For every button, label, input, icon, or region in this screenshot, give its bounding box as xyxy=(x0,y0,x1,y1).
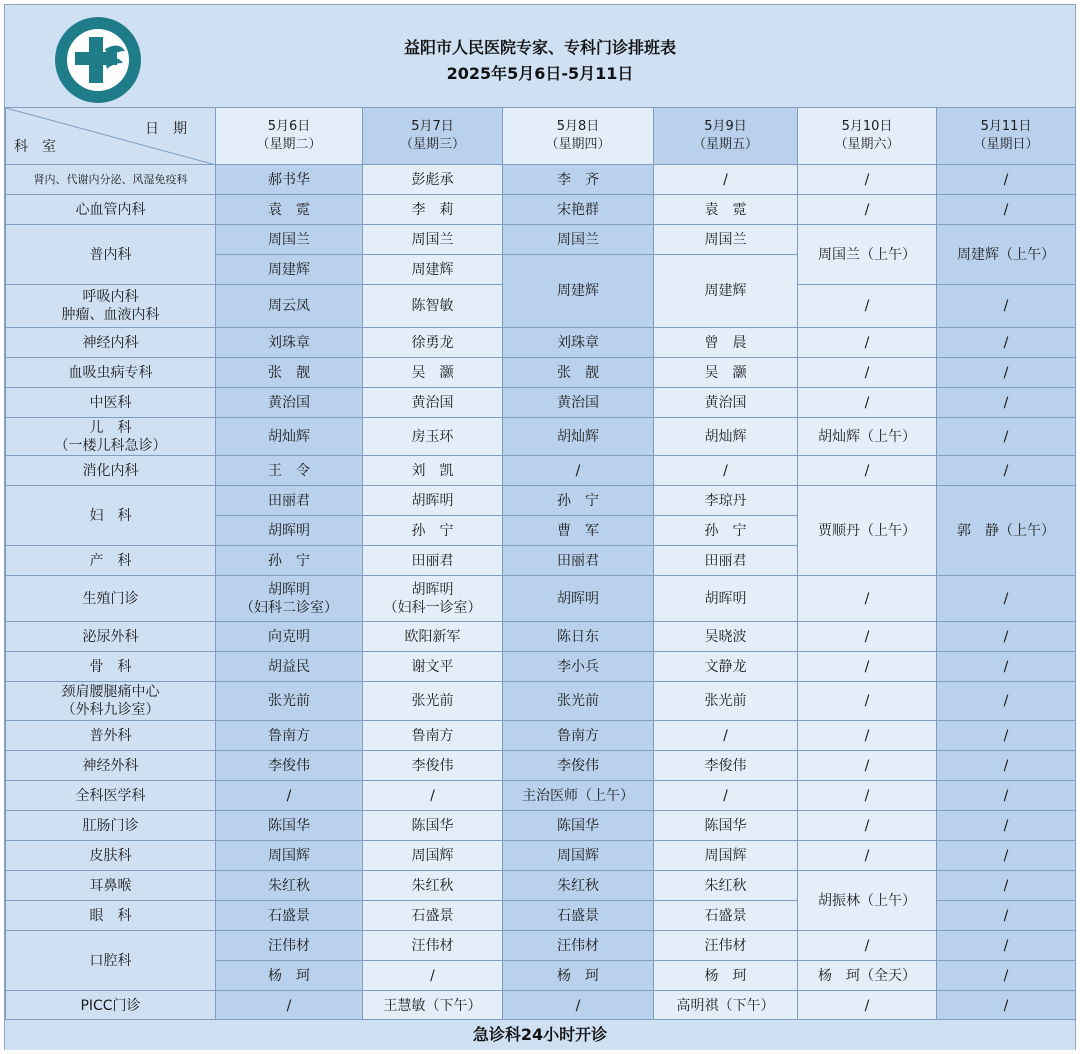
table-row xyxy=(6,991,1076,1021)
doctor-cell: / xyxy=(937,901,1076,931)
doctor-cell: 鲁南方 xyxy=(216,721,363,751)
table-row xyxy=(6,388,1076,418)
doctor-cell: / xyxy=(937,811,1076,841)
table-row xyxy=(6,328,1076,358)
doctor-cell: 李俊伟 xyxy=(363,751,503,781)
doctor-cell: 徐勇龙 xyxy=(363,328,503,358)
doctor-cell: 张光前 xyxy=(363,682,503,721)
doctor-cell: / xyxy=(654,721,798,751)
doctor-cell: / xyxy=(798,456,937,486)
doctor-cell: 李 莉 xyxy=(363,195,503,225)
doctor-cell: 郝书华 xyxy=(216,165,363,195)
doctor-cell: / xyxy=(798,682,937,721)
doctor-cell: / xyxy=(937,285,1076,328)
day-weekday: （星期四） xyxy=(545,137,611,152)
doctor-line: （妇科二诊室） xyxy=(240,599,338,616)
doctor-cell: / xyxy=(937,456,1076,486)
table-header-row xyxy=(6,108,1076,165)
dept-cell: 神经内科 xyxy=(6,328,216,358)
doctor-cell: 周国兰（上午） xyxy=(798,225,937,285)
doctor-cell: 孙 宁 xyxy=(503,486,654,516)
doctor-cell: / xyxy=(798,721,937,751)
doctor-cell: 谢文平 xyxy=(363,652,503,682)
doctor-cell: 袁 霓 xyxy=(216,195,363,225)
doctor-cell: / xyxy=(937,165,1076,195)
doctor-cell: 胡灿辉 xyxy=(216,418,363,456)
table-row xyxy=(6,195,1076,225)
schedule-table xyxy=(5,107,1076,1021)
doctor-cell: 张 靓 xyxy=(503,358,654,388)
table-row xyxy=(6,721,1076,751)
doctor-cell: 黄治国 xyxy=(654,388,798,418)
doctor-cell: 张光前 xyxy=(216,682,363,721)
day-header xyxy=(503,108,654,165)
doctor-cell: 李俊伟 xyxy=(654,751,798,781)
day-weekday: （星期日） xyxy=(973,137,1039,152)
doctor-cell: / xyxy=(937,871,1076,901)
hospital-cross-logo-icon xyxy=(53,15,143,105)
doctor-cell: 田丽君 xyxy=(216,486,363,516)
doctor-cell: 胡晖明 xyxy=(503,576,654,622)
dept-line: 呼吸内科 xyxy=(82,289,139,305)
doctor-cell: / xyxy=(937,328,1076,358)
doctor-cell: 胡晖明 xyxy=(654,576,798,622)
day-date: 5月8日 xyxy=(556,119,600,134)
doctor-cell: 欧阳新军 xyxy=(363,622,503,652)
doctor-cell: 周国辉 xyxy=(363,841,503,871)
day-header xyxy=(798,108,937,165)
dept-cell: 眼 科 xyxy=(6,901,216,931)
doctor-cell: / xyxy=(798,285,937,328)
doctor-cell: 周云凤 xyxy=(216,285,363,328)
doctor-cell: 李琼丹 xyxy=(654,486,798,516)
doctor-cell: 周建辉（上午） xyxy=(937,225,1076,285)
corner-dept-label: 科 室 xyxy=(14,139,56,155)
doctor-cell: / xyxy=(216,781,363,811)
doctor-cell: 胡晖明 xyxy=(363,486,503,516)
doctor-cell: 田丽君 xyxy=(654,546,798,576)
corner-date-label: 日 期 xyxy=(145,121,187,137)
doctor-cell: 杨 珂（全天） xyxy=(798,961,937,991)
day-date: 5月10日 xyxy=(841,119,893,134)
day-header xyxy=(216,108,363,165)
dept-cell: PICC门诊 xyxy=(6,991,216,1021)
doctor-cell: / xyxy=(363,781,503,811)
dept-cell: 消化内科 xyxy=(6,456,216,486)
dept-cell: 骨 科 xyxy=(6,652,216,682)
doctor-cell: / xyxy=(654,456,798,486)
doctor-cell: 石盛景 xyxy=(216,901,363,931)
doctor-cell: 宋艳群 xyxy=(503,195,654,225)
table-row xyxy=(6,781,1076,811)
doctor-cell: / xyxy=(798,576,937,622)
doctor-cell: 周建辉 xyxy=(503,255,654,328)
dept-line: 儿 科 xyxy=(89,419,132,436)
doctor-cell: 周国辉 xyxy=(216,841,363,871)
doctor-cell: 刘珠章 xyxy=(216,328,363,358)
table-row xyxy=(6,871,1076,901)
doctor-cell: 汪伟材 xyxy=(216,931,363,961)
dept-cell: 中医科 xyxy=(6,388,216,418)
doctor-cell: / xyxy=(937,781,1076,811)
emergency-footer: 急诊科24小时开诊 xyxy=(5,1019,1075,1050)
doctor-cell: 郭 静（上午） xyxy=(937,486,1076,576)
doctor-cell: 石盛景 xyxy=(503,901,654,931)
doctor-cell: 曹 军 xyxy=(503,516,654,546)
table-row xyxy=(6,456,1076,486)
table-row xyxy=(6,576,1076,622)
doctor-cell: 陈智敏 xyxy=(363,285,503,328)
doctor-cell: 周国兰 xyxy=(363,225,503,255)
doctor-cell: / xyxy=(937,388,1076,418)
table-row xyxy=(6,841,1076,871)
doctor-cell: 周建辉 xyxy=(654,255,798,328)
doctor-cell: 鲁南方 xyxy=(503,721,654,751)
day-weekday: （星期三） xyxy=(399,137,465,152)
doctor-cell: 孙 宁 xyxy=(654,516,798,546)
doctor-line: 胡晖明 xyxy=(411,581,454,598)
dept-cell: 全科医学科 xyxy=(6,781,216,811)
doctor-cell: 陈国华 xyxy=(363,811,503,841)
doctor-cell: 陈国华 xyxy=(654,811,798,841)
doctor-cell xyxy=(363,576,503,622)
doctor-cell: 胡振林（上午） xyxy=(798,871,937,931)
doctor-cell: 文静龙 xyxy=(654,652,798,682)
table-row xyxy=(6,622,1076,652)
doctor-cell: 汪伟材 xyxy=(363,931,503,961)
doctor-cell: 周建辉 xyxy=(363,255,503,285)
doctor-cell: 杨 珂 xyxy=(216,961,363,991)
dept-line: （外科九诊室） xyxy=(61,702,160,718)
doctor-cell: / xyxy=(798,781,937,811)
dept-cell: 肾内、代谢内分泌、风湿免疫科 xyxy=(6,165,216,195)
doctor-cell: 田丽君 xyxy=(363,546,503,576)
doctor-cell: / xyxy=(363,961,503,991)
doctor-cell: 主治医师（上午） xyxy=(503,781,654,811)
page-title: 益阳市人民医院专家、专科门诊排班表 xyxy=(403,38,676,57)
doctor-cell: 高明祺（下午） xyxy=(654,991,798,1021)
doctor-cell: 鲁南方 xyxy=(363,721,503,751)
doctor-cell: / xyxy=(654,781,798,811)
doctor-cell: / xyxy=(937,841,1076,871)
doctor-cell: / xyxy=(798,328,937,358)
doctor-cell: 张光前 xyxy=(503,682,654,721)
doctor-cell: 刘 凯 xyxy=(363,456,503,486)
doctor-cell: / xyxy=(937,931,1076,961)
doctor-cell: 王慧敏（下午） xyxy=(363,991,503,1021)
doctor-cell: 孙 宁 xyxy=(216,546,363,576)
doctor-cell: 向克明 xyxy=(216,622,363,652)
doctor-cell: 吴 灏 xyxy=(363,358,503,388)
doctor-cell: / xyxy=(937,195,1076,225)
doctor-cell: 周国兰 xyxy=(503,225,654,255)
day-date: 5月11日 xyxy=(980,119,1032,134)
doctor-cell: 周国辉 xyxy=(503,841,654,871)
doctor-cell: / xyxy=(937,358,1076,388)
doctor-cell: 陈国华 xyxy=(216,811,363,841)
doctor-cell: / xyxy=(937,622,1076,652)
dept-cell xyxy=(6,285,216,328)
doctor-cell: / xyxy=(503,991,654,1021)
doctor-cell: 李 齐 xyxy=(503,165,654,195)
doctor-cell: 陈国华 xyxy=(503,811,654,841)
table-row xyxy=(6,418,1076,456)
dept-cell xyxy=(6,418,216,456)
doctor-cell: 吴晓波 xyxy=(654,622,798,652)
doctor-cell: 朱红秋 xyxy=(216,871,363,901)
dept-cell: 口腔科 xyxy=(6,931,216,991)
dept-line: （一楼儿科急诊） xyxy=(54,437,167,454)
table-row xyxy=(6,165,1076,195)
dept-cell: 产 科 xyxy=(6,546,216,576)
doctor-cell: 彭彪承 xyxy=(363,165,503,195)
doctor-cell: 房玉环 xyxy=(363,418,503,456)
doctor-cell: / xyxy=(216,991,363,1021)
doctor-cell: / xyxy=(654,165,798,195)
table-row xyxy=(6,751,1076,781)
doctor-cell: 黄治国 xyxy=(503,388,654,418)
table-row xyxy=(6,811,1076,841)
doctor-cell: 胡灿辉 xyxy=(654,418,798,456)
doctor-cell: 张光前 xyxy=(654,682,798,721)
day-date: 5月7日 xyxy=(411,119,454,134)
dept-cell: 耳鼻喉 xyxy=(6,871,216,901)
dept-cell: 普内科 xyxy=(6,225,216,285)
doctor-cell: 石盛景 xyxy=(363,901,503,931)
dept-cell: 心血管内科 xyxy=(6,195,216,225)
doctor-cell: 汪伟材 xyxy=(654,931,798,961)
doctor-cell: 朱红秋 xyxy=(654,871,798,901)
date-range: 2025年5月6日-5月11日 xyxy=(446,64,634,83)
doctor-cell: / xyxy=(937,721,1076,751)
table-row xyxy=(6,225,1076,255)
doctor-cell: 贾顺丹（上午） xyxy=(798,486,937,576)
doctor-cell: 李俊伟 xyxy=(216,751,363,781)
doctor-cell: 孙 宁 xyxy=(363,516,503,546)
doctor-cell: 李俊伟 xyxy=(503,751,654,781)
doctor-cell: 黄治国 xyxy=(216,388,363,418)
dept-cell: 泌尿外科 xyxy=(6,622,216,652)
doctor-cell: / xyxy=(798,622,937,652)
day-header xyxy=(937,108,1076,165)
doctor-cell xyxy=(216,576,363,622)
dept-line: 肿瘤、血液内科 xyxy=(61,307,160,323)
doctor-cell: / xyxy=(937,991,1076,1021)
doctor-cell: 汪伟材 xyxy=(503,931,654,961)
doctor-cell: 陈日东 xyxy=(503,622,654,652)
doctor-cell: / xyxy=(798,751,937,781)
doctor-line: （妇科一诊室） xyxy=(383,599,482,616)
dept-cell: 肛肠门诊 xyxy=(6,811,216,841)
doctor-cell: / xyxy=(937,418,1076,456)
day-date: 5月6日 xyxy=(267,119,311,134)
schedule-sheet xyxy=(4,4,1076,1050)
doctor-cell: / xyxy=(503,456,654,486)
doctor-cell: / xyxy=(937,751,1076,781)
day-header xyxy=(363,108,503,165)
table-row xyxy=(6,652,1076,682)
doctor-cell: / xyxy=(798,841,937,871)
day-header xyxy=(654,108,798,165)
doctor-cell: 王 令 xyxy=(216,456,363,486)
doctor-line: 胡晖明 xyxy=(268,581,310,598)
doctor-cell: 朱红秋 xyxy=(363,871,503,901)
dept-cell: 血吸虫病专科 xyxy=(6,358,216,388)
doctor-cell: 李小兵 xyxy=(503,652,654,682)
doctor-cell: / xyxy=(937,961,1076,991)
table-row xyxy=(6,931,1076,961)
doctor-cell: / xyxy=(798,388,937,418)
doctor-cell: 周国兰 xyxy=(654,225,798,255)
corner-cell xyxy=(6,108,216,165)
doctor-cell: 胡灿辉 xyxy=(503,418,654,456)
dept-line: 颈肩腰腿痛中心 xyxy=(61,684,160,700)
header xyxy=(5,5,1075,107)
doctor-cell: 吴 灏 xyxy=(654,358,798,388)
doctor-cell: 田丽君 xyxy=(503,546,654,576)
dept-cell: 皮肤科 xyxy=(6,841,216,871)
doctor-cell: 杨 珂 xyxy=(654,961,798,991)
doctor-cell: 刘珠章 xyxy=(503,328,654,358)
doctor-cell: / xyxy=(798,165,937,195)
table-row xyxy=(6,682,1076,721)
doctor-cell: / xyxy=(798,195,937,225)
dept-cell: 妇 科 xyxy=(6,486,216,546)
doctor-cell: 曾 晨 xyxy=(654,328,798,358)
table-row xyxy=(6,486,1076,516)
doctor-cell: 杨 珂 xyxy=(503,961,654,991)
doctor-cell: 胡晖明 xyxy=(216,516,363,546)
doctor-cell: 袁 霓 xyxy=(654,195,798,225)
doctor-cell: / xyxy=(798,931,937,961)
doctor-cell: / xyxy=(937,682,1076,721)
doctor-cell: / xyxy=(798,358,937,388)
doctor-cell: / xyxy=(798,991,937,1021)
table-row xyxy=(6,358,1076,388)
doctor-cell: 张 靓 xyxy=(216,358,363,388)
doctor-cell: 朱红秋 xyxy=(503,871,654,901)
dept-cell: 生殖门诊 xyxy=(6,576,216,622)
doctor-cell: 周国兰 xyxy=(216,225,363,255)
doctor-cell: 周建辉 xyxy=(216,255,363,285)
day-date: 5月9日 xyxy=(704,119,747,134)
doctor-cell: / xyxy=(937,652,1076,682)
doctor-cell: 周国辉 xyxy=(654,841,798,871)
doctor-cell: / xyxy=(937,576,1076,622)
day-weekday: （星期五） xyxy=(692,137,758,152)
dept-cell xyxy=(6,682,216,721)
doctor-cell: / xyxy=(798,811,937,841)
doctor-cell: 石盛景 xyxy=(654,901,798,931)
day-weekday: （星期六） xyxy=(834,137,900,152)
doctor-cell: 胡灿辉（上午） xyxy=(798,418,937,456)
day-weekday: （星期二） xyxy=(256,137,322,152)
doctor-cell: / xyxy=(798,652,937,682)
doctor-cell: 胡益民 xyxy=(216,652,363,682)
dept-cell: 普外科 xyxy=(6,721,216,751)
doctor-cell: 黄治国 xyxy=(363,388,503,418)
dept-cell: 神经外科 xyxy=(6,751,216,781)
